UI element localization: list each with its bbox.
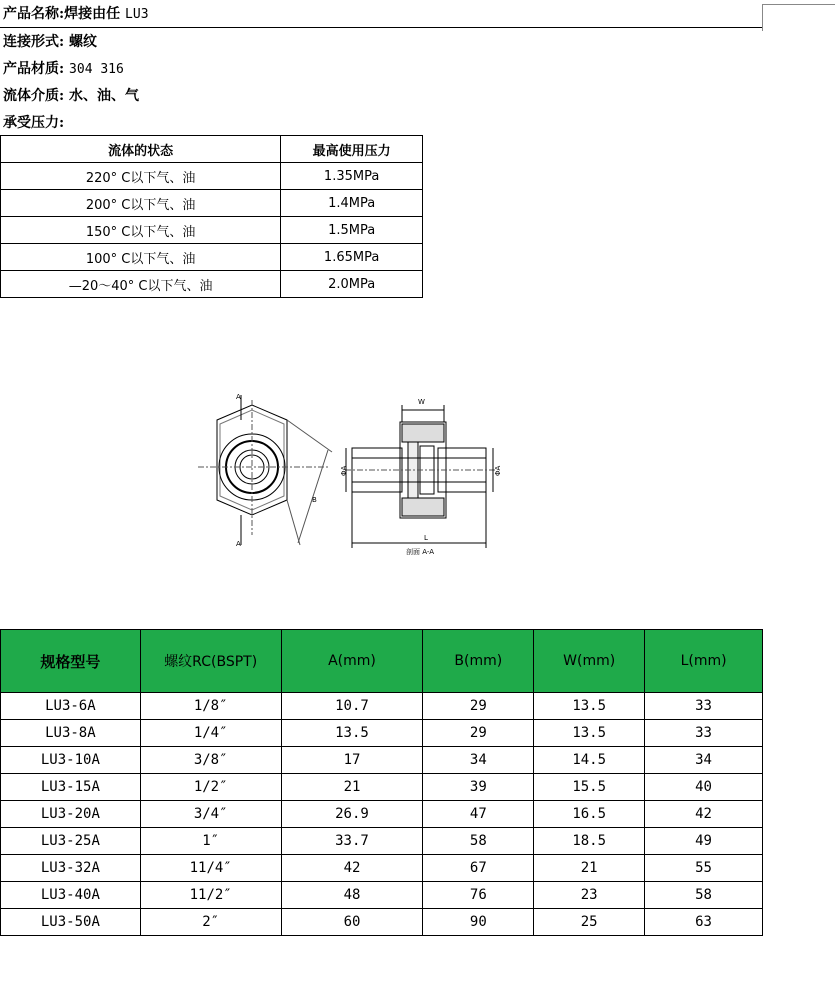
label-a-top: A <box>236 393 241 401</box>
spec-cell-model: LU3-10A <box>1 747 141 774</box>
section-label: 剖面 A-A <box>406 548 435 556</box>
spec-cell-l: 55 <box>645 855 763 882</box>
spec-header-w: W(mm) <box>534 630 645 693</box>
label-a-bottom: A <box>236 540 241 548</box>
spec-row <box>1 828 763 855</box>
pressure-cell-value: 1.65MPa <box>281 244 423 271</box>
spec-cell-a: 21 <box>281 774 423 801</box>
pressure-cell-value: 1.4MPa <box>281 190 423 217</box>
spec-cell-a: 13.5 <box>281 720 423 747</box>
pressure-row <box>1 271 423 298</box>
spec-row <box>1 882 763 909</box>
spec-row <box>1 909 763 936</box>
spec-table-header-row <box>1 630 763 693</box>
product-name-line <box>3 5 149 24</box>
spec-cell-a: 33.7 <box>281 828 423 855</box>
pressure-cell-state: 220° C以下气、油 <box>1 163 281 190</box>
spec-header-b: B(mm) <box>423 630 534 693</box>
spec-cell-model: LU3-15A <box>1 774 141 801</box>
spec-cell-model: LU3-40A <box>1 882 141 909</box>
label-phi-a-right: ΦA <box>494 465 502 476</box>
spec-cell-l: 42 <box>645 801 763 828</box>
pressure-row <box>1 217 423 244</box>
spec-cell-b: 58 <box>423 828 534 855</box>
spec-cell-thread: 1/8″ <box>140 693 281 720</box>
spec-header-a: A(mm) <box>281 630 423 693</box>
corner-frame-top <box>762 4 835 5</box>
spec-cell-a: 10.7 <box>281 693 423 720</box>
spec-cell-thread: 11/4″ <box>140 855 281 882</box>
spec-cell-l: 49 <box>645 828 763 855</box>
spec-cell-model: LU3-6A <box>1 693 141 720</box>
pressure-cell-value: 1.5MPa <box>281 217 423 244</box>
pressure-row <box>1 190 423 217</box>
spec-cell-w: 23 <box>534 882 645 909</box>
pressure-cell-state: —20～40° C以下气、油 <box>1 271 281 298</box>
spec-cell-thread: 2″ <box>140 909 281 936</box>
spec-cell-a: 26.9 <box>281 801 423 828</box>
spec-row <box>1 774 763 801</box>
spec-cell-thread: 3/8″ <box>140 747 281 774</box>
label-w: W <box>418 398 425 406</box>
label-l: L <box>424 534 428 542</box>
spec-table-body <box>1 693 763 936</box>
spec-row <box>1 855 763 882</box>
spec-cell-thread: 11/2″ <box>140 882 281 909</box>
spec-cell-b: 29 <box>423 720 534 747</box>
spec-cell-b: 34 <box>423 747 534 774</box>
spec-cell-w: 13.5 <box>534 693 645 720</box>
pressure-cell-state: 100° C以下气、油 <box>1 244 281 271</box>
pressure-cell-value: 2.0MPa <box>281 271 423 298</box>
spec-row <box>1 720 763 747</box>
spec-cell-b: 90 <box>423 909 534 936</box>
spec-row <box>1 747 763 774</box>
spec-cell-b: 47 <box>423 801 534 828</box>
spec-cell-b: 39 <box>423 774 534 801</box>
pressure-cell-state: 200° C以下气、油 <box>1 190 281 217</box>
spec-cell-l: 63 <box>645 909 763 936</box>
spec-header-model: 规格型号 <box>1 630 141 693</box>
material-label: 产品材质: <box>3 61 70 77</box>
label-phi-a-left: ΦA <box>340 465 348 476</box>
pressure-cell-value: 1.35MPa <box>281 163 423 190</box>
spec-table <box>0 629 763 936</box>
spec-cell-a: 17 <box>281 747 423 774</box>
spec-cell-model: LU3-8A <box>1 720 141 747</box>
material-line <box>3 60 124 79</box>
spec-cell-model: LU3-50A <box>1 909 141 936</box>
pressure-header-max: 最高使用压力 <box>281 136 423 163</box>
material-value: 304 316 <box>69 62 124 77</box>
title-divider <box>0 27 763 28</box>
pressure-table <box>0 135 423 298</box>
spec-cell-a: 42 <box>281 855 423 882</box>
spec-cell-thread: 1/4″ <box>140 720 281 747</box>
spec-header-l: L(mm) <box>645 630 763 693</box>
spec-cell-w: 21 <box>534 855 645 882</box>
pressure-header-state: 流体的状态 <box>1 136 281 163</box>
spec-cell-thread: 3/4″ <box>140 801 281 828</box>
spec-cell-l: 40 <box>645 774 763 801</box>
pressure-row <box>1 244 423 271</box>
spec-cell-w: 14.5 <box>534 747 645 774</box>
spec-cell-b: 67 <box>423 855 534 882</box>
spec-cell-w: 25 <box>534 909 645 936</box>
product-name-value: LU3 <box>125 7 149 22</box>
spec-cell-w: 16.5 <box>534 801 645 828</box>
spec-cell-b: 29 <box>423 693 534 720</box>
spec-row <box>1 801 763 828</box>
spec-cell-w: 13.5 <box>534 720 645 747</box>
technical-drawing <box>180 380 520 560</box>
spec-cell-l: 33 <box>645 693 763 720</box>
spec-cell-model: LU3-32A <box>1 855 141 882</box>
spec-cell-model: LU3-25A <box>1 828 141 855</box>
corner-frame-left <box>762 4 763 31</box>
connection-line: 连接形式: 螺纹 <box>3 34 98 50</box>
spec-cell-a: 48 <box>281 882 423 909</box>
spec-cell-w: 15.5 <box>534 774 645 801</box>
spec-header-thread: 螺纹RC(BSPT) <box>140 630 281 693</box>
pressure-cell-state: 150° C以下气、油 <box>1 217 281 244</box>
spec-cell-model: LU3-20A <box>1 801 141 828</box>
spec-cell-w: 18.5 <box>534 828 645 855</box>
spec-cell-thread: 1/2″ <box>140 774 281 801</box>
spec-row <box>1 693 763 720</box>
spec-cell-thread: 1″ <box>140 828 281 855</box>
end-view <box>198 395 332 545</box>
pressure-row <box>1 163 423 190</box>
pressure-table-header-row <box>1 136 423 163</box>
spec-cell-l: 34 <box>645 747 763 774</box>
spec-cell-a: 60 <box>281 909 423 936</box>
spec-cell-l: 58 <box>645 882 763 909</box>
label-b: B <box>312 496 317 504</box>
product-name-label: 产品名称:焊接由任 <box>3 6 126 22</box>
pressure-label-line: 承受压力: <box>3 115 65 131</box>
spec-cell-l: 33 <box>645 720 763 747</box>
spec-cell-b: 76 <box>423 882 534 909</box>
media-line: 流体介质: 水、油、气 <box>3 88 140 104</box>
section-view <box>345 405 495 548</box>
